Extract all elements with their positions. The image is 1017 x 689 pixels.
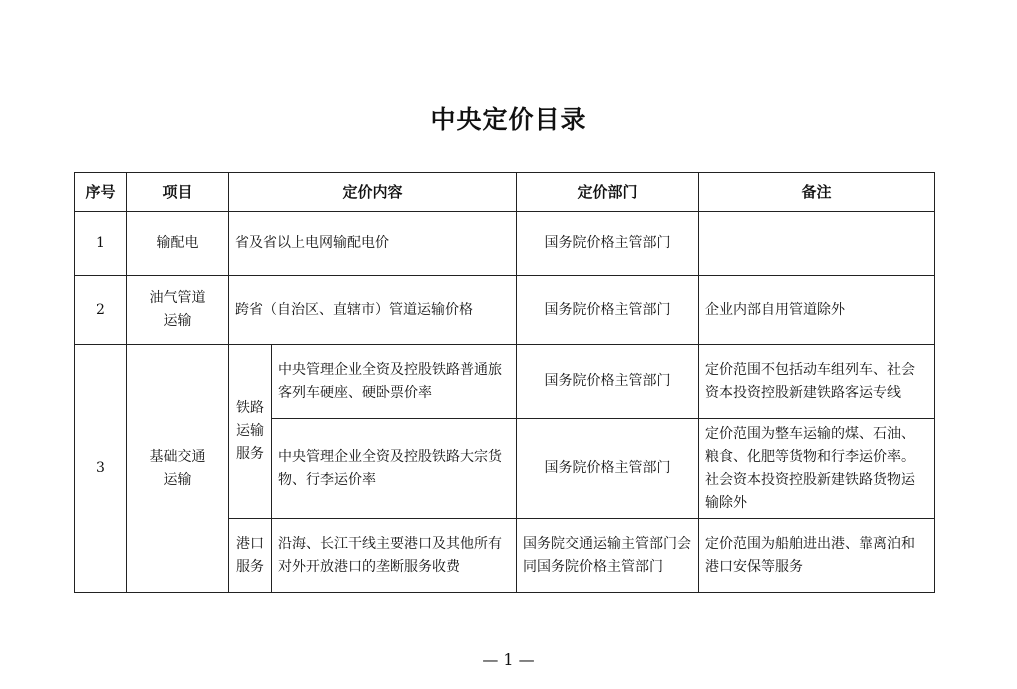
header-note: 备注 bbox=[699, 173, 935, 212]
cell-item: 输配电 bbox=[127, 212, 229, 276]
header-content: 定价内容 bbox=[229, 173, 517, 212]
table-header-row bbox=[75, 173, 935, 212]
cell-item: 基础交通运输 bbox=[127, 345, 229, 593]
cell-group-label-railway: 铁路运输服务 bbox=[229, 345, 272, 519]
cell-content: 跨省（自治区、直辖市）管道运输价格 bbox=[229, 276, 517, 345]
cell-note: 定价范围不包括动车组列车、社会资本投资控股新建铁路客运专线 bbox=[699, 345, 935, 419]
table-row bbox=[75, 345, 935, 419]
pricing-catalog-table bbox=[74, 172, 935, 593]
cell-group-label-port: 港口服务 bbox=[229, 519, 272, 593]
cell-note: 企业内部自用管道除外 bbox=[699, 276, 935, 345]
cell-seq: 2 bbox=[75, 276, 127, 345]
cell-content: 沿海、长江干线主要港口及其他所有对外开放港口的垄断服务收费 bbox=[272, 519, 517, 593]
cell-dept: 国务院价格主管部门 bbox=[517, 345, 699, 419]
cell-dept: 国务院价格主管部门 bbox=[517, 212, 699, 276]
cell-seq: 1 bbox=[75, 212, 127, 276]
table-row bbox=[75, 212, 935, 276]
cell-content: 中央管理企业全资及控股铁路大宗货物、行李运价率 bbox=[272, 419, 517, 519]
cell-seq: 3 bbox=[75, 345, 127, 593]
cell-item: 油气管道运输 bbox=[127, 276, 229, 345]
header-item: 项目 bbox=[127, 173, 229, 212]
cell-dept: 国务院交通运输主管部门会同国务院价格主管部门 bbox=[517, 519, 699, 593]
cell-note bbox=[699, 212, 935, 276]
header-seq: 序号 bbox=[75, 173, 127, 212]
cell-dept: 国务院价格主管部门 bbox=[517, 419, 699, 519]
header-dept: 定价部门 bbox=[517, 173, 699, 212]
cell-content: 中央管理企业全资及控股铁路普通旅客列车硬座、硬卧票价率 bbox=[272, 345, 517, 419]
page-number: — 1 — bbox=[482, 650, 535, 669]
cell-content: 省及省以上电网输配电价 bbox=[229, 212, 517, 276]
cell-note: 定价范围为整车运输的煤、石油、粮食、化肥等货物和行李运价率。社会资本投资控股新建铁路货物运输除外 bbox=[699, 419, 935, 519]
page-title: 中央定价目录 bbox=[430, 105, 587, 134]
table-row bbox=[75, 276, 935, 345]
cell-dept: 国务院价格主管部门 bbox=[517, 276, 699, 345]
cell-note: 定价范围为船舶进出港、靠离泊和港口安保等服务 bbox=[699, 519, 935, 593]
